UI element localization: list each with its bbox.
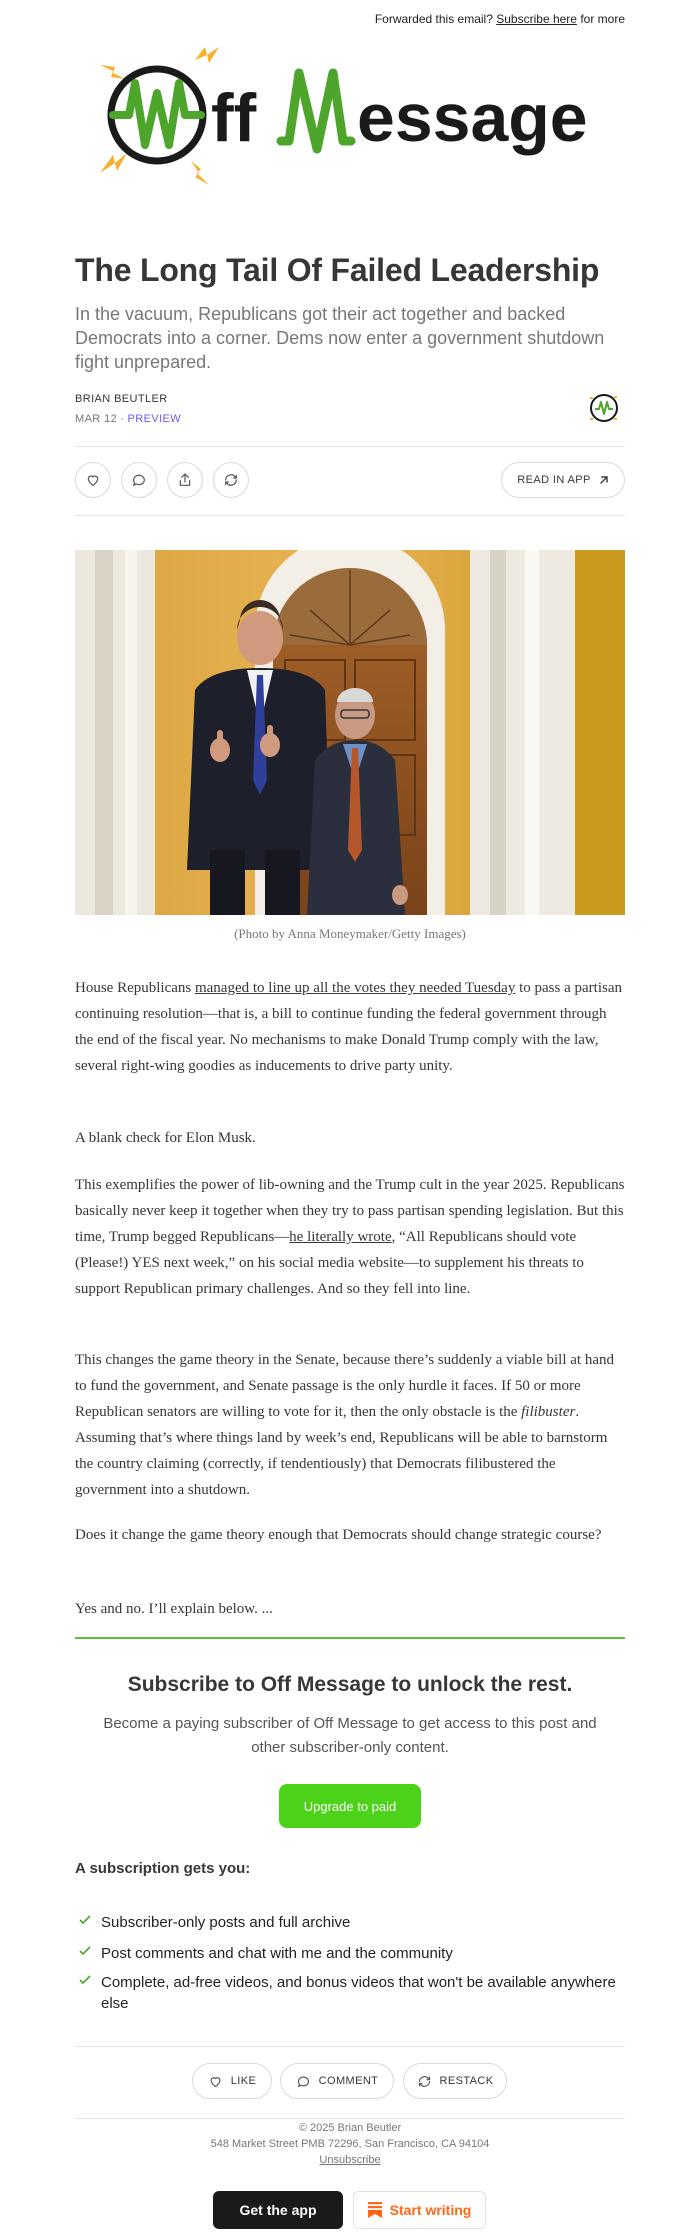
start-writing-label: Start writing	[389, 2202, 472, 2218]
share-icon	[177, 472, 193, 488]
paragraph-text: This changes the game theory in the Senate, because there’s suddenly a viable bill at hand to fund the government, and Senate passage is the only hurdle it faces. If 50 or more Republican senators are willing to vote for it, then the only obstacle is the	[75, 1352, 614, 1420]
divider	[75, 2118, 625, 2119]
logo-graphic	[95, 45, 605, 195]
unsubscribe-link[interactable]: Unsubscribe	[319, 2154, 381, 2166]
footer-like-button[interactable]	[192, 2063, 272, 2099]
paragraph-text: This exemplifies the power of lib-owning and the Trump cult in the year 2025. Republicans basically never keep it together when they try to pass partisan spending legislation. But this time, Trump begged Republicans—	[75, 1177, 625, 1245]
comment-label: COMMENT	[318, 2075, 379, 2087]
upgrade-to-paid-button[interactable]: Upgrade to paid	[279, 1784, 421, 1828]
benefits-heading: A subscription gets you:	[75, 1860, 251, 1877]
paragraph: A blank check for Elon Musk.	[75, 1130, 256, 1146]
benefit-text: Complete, ad-free videos, and bonus videos that won't be available anywhere else	[101, 1974, 616, 2012]
benefit-text: Post comments and chat with me and the community	[101, 1945, 453, 1962]
footer-restack-button[interactable]	[403, 2063, 507, 2099]
post-meta	[75, 413, 181, 425]
avatar[interactable]	[589, 393, 619, 423]
restack-icon	[417, 2074, 432, 2089]
substack-icon	[368, 2202, 382, 2218]
paywall-description: Become a paying subscriber of Off Message to get access to this post and other subscriber-only content.	[103, 1715, 597, 1756]
divider	[75, 446, 625, 447]
paragraph-text: to pass a partisan continuing resolution—that is, a bill to continue funding the federal government through the end of the fiscal year. No mechanisms to make Donald Trump comply with the law, several right-wing goodies as inducements to drive party unity.	[75, 980, 622, 1074]
access-badge: PREVIEW	[127, 413, 182, 425]
comment-icon	[296, 2074, 311, 2089]
divider	[75, 515, 625, 516]
comment-button[interactable]	[121, 462, 157, 498]
check-icon	[79, 1945, 91, 1957]
paragraph-text: . Assuming that’s where things land by week’s end, Republicans will be able to barnstorm the country claiming (correctly, if tendentiously) that Democrats filibustered the government into a shutdown.	[75, 1404, 608, 1498]
restack-icon	[223, 472, 239, 488]
share-button[interactable]	[167, 462, 203, 498]
get-the-app-button[interactable]: Get the app	[213, 2191, 343, 2229]
avatar-logo-icon	[589, 393, 619, 423]
post-subtitle: In the vacuum, Republicans got their act together and backed Democrats into a corner. Dems now enter a government shutdown fight unprepared.	[75, 304, 605, 372]
check-icon	[79, 1974, 91, 1986]
copyright: © 2025 Brian Beutler	[298, 2122, 402, 2134]
he-literally-wrote-link[interactable]: he literally wrote	[289, 1229, 392, 1245]
like-button[interactable]	[75, 462, 111, 498]
paragraph-text: , “All Republicans should vote (Please!) YES next week,” on his social media website—to supplement his threats to support Republican primary challenges. And so they fell into line.	[75, 1229, 584, 1297]
paragraph-emphasis: filibuster	[521, 1404, 576, 1420]
paragraph	[75, 975, 625, 1079]
photo-caption: (Photo by Anna Moneymaker/Getty Images)	[234, 926, 466, 941]
forward-suffix: for more	[580, 12, 625, 26]
photo-illustration	[75, 550, 625, 915]
start-writing-button[interactable]	[353, 2191, 486, 2229]
footer-comment-button[interactable]	[280, 2063, 394, 2099]
restack-button[interactable]	[213, 462, 249, 498]
post-title[interactable]: The Long Tail Of Failed Leadership	[75, 252, 600, 288]
forward-prefix: Forwarded this email?	[374, 12, 493, 26]
off-message-logo[interactable]	[95, 45, 605, 195]
paragraph	[75, 1347, 625, 1503]
paywall-divider	[75, 1637, 625, 1639]
subscribe-here-link[interactable]: Subscribe here	[496, 12, 577, 26]
read-in-app-label: READ IN APP	[517, 474, 591, 486]
meta-separator: ∙	[120, 413, 125, 425]
paragraph: Does it change the game theory enough that Democrats should change strategic course?	[75, 1527, 602, 1543]
comment-icon	[131, 472, 147, 488]
address: 548 Market Street PMB 72296, San Francisco, CA 94104	[210, 2138, 490, 2150]
paragraph: Yes and no. I’ll explain below. ...	[75, 1601, 273, 1617]
read-in-app-button[interactable]	[501, 462, 625, 498]
heart-icon	[208, 2074, 223, 2089]
heart-icon	[85, 472, 101, 488]
arrow-up-right-icon	[599, 475, 609, 485]
svg-text:essage: essage	[357, 80, 588, 156]
paragraph-text: House Republicans	[75, 980, 192, 996]
check-icon	[79, 1914, 91, 1926]
benefit-text: Subscriber-only posts and full archive	[101, 1914, 351, 1931]
restack-label: RESTACK	[439, 2075, 494, 2087]
like-label: LIKE	[230, 2075, 257, 2087]
votes-tuesday-link[interactable]: managed to line up all the votes they needed Tuesday	[194, 980, 516, 996]
article-photo[interactable]	[75, 550, 625, 915]
paragraph	[75, 1172, 625, 1302]
paywall-title: Subscribe to Off Message to unlock the rest.	[127, 1673, 573, 1696]
divider	[75, 2046, 625, 2047]
post-date: MAR 12	[75, 413, 118, 425]
forward-line	[375, 12, 625, 26]
svg-text:ff: ff	[211, 80, 257, 156]
author-name[interactable]: BRIAN BEUTLER	[75, 393, 168, 405]
